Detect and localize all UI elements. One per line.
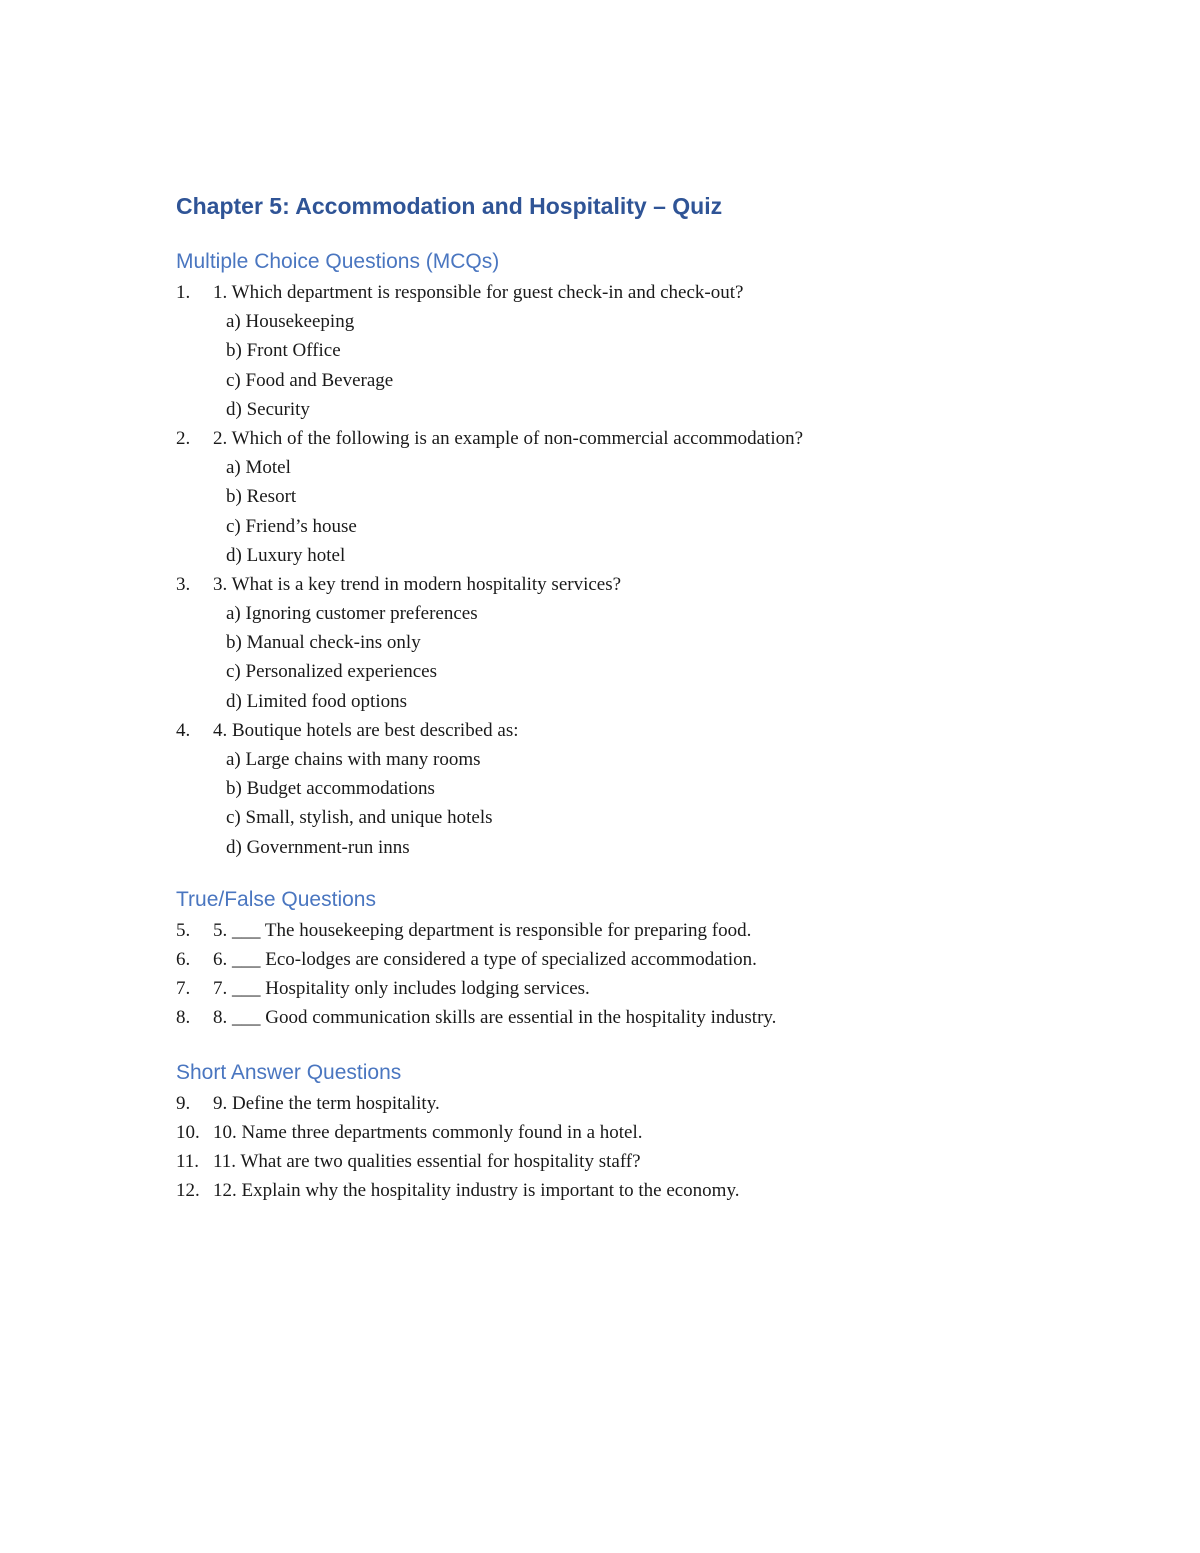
document-content	[176, 188, 1076, 1205]
answer-option: b) Front Office	[226, 340, 341, 362]
section-heading-true-false: True/False Questions	[176, 887, 376, 911]
question-text: 3. What is a key trend in modern hospitality services?	[213, 573, 622, 595]
question-number: 11.	[176, 1150, 200, 1172]
answer-option: a) Ignoring customer preferences	[226, 603, 478, 625]
question-item	[176, 570, 1076, 716]
answer-option: b) Budget accommodations	[226, 778, 435, 800]
question-text: 5. ___ The housekeeping department is responsible for preparing food.	[213, 919, 752, 941]
question-number: 2.	[176, 427, 191, 449]
answer-option: b) Manual check-ins only	[226, 632, 421, 654]
question-text: 11. What are two qualities essential for hospitality staff?	[213, 1150, 641, 1172]
question-number: 5.	[176, 919, 191, 941]
question-item	[176, 945, 1076, 974]
true-false-section	[176, 884, 1076, 1033]
question-number: 1.	[176, 282, 191, 303]
answer-option: c) Personalized experiences	[226, 661, 438, 683]
answer-option: d) Security	[226, 398, 310, 420]
question-number: 9.	[176, 1092, 191, 1114]
answer-options	[176, 307, 1076, 424]
answer-option: d) Limited food options	[226, 690, 408, 712]
question-number: 6.	[176, 948, 191, 970]
answer-option: b) Resort	[226, 486, 297, 508]
question-text: 7. ___ Hospitality only includes lodging services.	[213, 978, 590, 1000]
answer-option: c) Small, stylish, and unique hotels	[226, 807, 493, 829]
answer-option: c) Friend’s house	[226, 515, 357, 537]
answer-option: a) Large chains with many rooms	[226, 749, 481, 770]
short-answer-question-list	[176, 1089, 1076, 1206]
question-text: 10. Name three departments commonly found in a hotel.	[213, 1121, 643, 1143]
question-item	[176, 916, 1076, 945]
section-heading-mcq: Multiple Choice Questions (MCQs)	[176, 250, 500, 273]
answer-option: a) Motel	[226, 457, 291, 479]
true-false-question-list	[176, 916, 1076, 1033]
question-item	[176, 1003, 1076, 1032]
answer-option: c) Food and Beverage	[226, 369, 394, 391]
question-text: 8. ___ Good communication skills are essential in the hospitality industry.	[213, 1007, 777, 1029]
page-title: Chapter 5: Accommodation and Hospitality – Quiz	[176, 193, 723, 219]
question-item	[176, 424, 1076, 570]
answer-option: a) Housekeeping	[226, 311, 355, 333]
mcq-section	[176, 246, 1076, 862]
question-number: 4.	[176, 719, 191, 741]
question-item	[176, 1147, 1076, 1176]
question-item	[176, 278, 1076, 424]
question-number: 10.	[176, 1121, 200, 1143]
question-number: 12.	[176, 1180, 200, 1202]
section-heading-short-answer: Short Answer Questions	[176, 1060, 402, 1084]
answer-options	[176, 599, 1076, 716]
question-number: 3.	[176, 573, 191, 595]
question-item	[176, 1176, 1076, 1205]
question-item	[176, 1089, 1076, 1118]
question-number: 8.	[176, 1007, 191, 1029]
question-text: 1. Which department is responsible for guest check-in and check-out?	[213, 282, 744, 303]
short-answer-section	[176, 1057, 1076, 1206]
question-text: 2. Which of the following is an example of non-commercial accommodation?	[213, 427, 804, 449]
question-text: 9. Define the term hospitality.	[213, 1092, 440, 1114]
question-text: 6. ___ Eco-lodges are considered a type of specialized accommodation.	[213, 948, 757, 970]
question-item	[176, 716, 1076, 862]
answer-option: d) Luxury hotel	[226, 544, 346, 566]
answer-options	[176, 453, 1076, 570]
question-text: 12. Explain why the hospitality industry is important to the economy.	[213, 1180, 740, 1202]
question-item	[176, 974, 1076, 1003]
question-number: 7.	[176, 978, 191, 1000]
answer-options	[176, 745, 1076, 862]
question-text: 4. Boutique hotels are best described as:	[213, 719, 519, 741]
mcq-question-list	[176, 278, 1076, 862]
question-item	[176, 1118, 1076, 1147]
answer-option: d) Government-run inns	[226, 836, 410, 858]
